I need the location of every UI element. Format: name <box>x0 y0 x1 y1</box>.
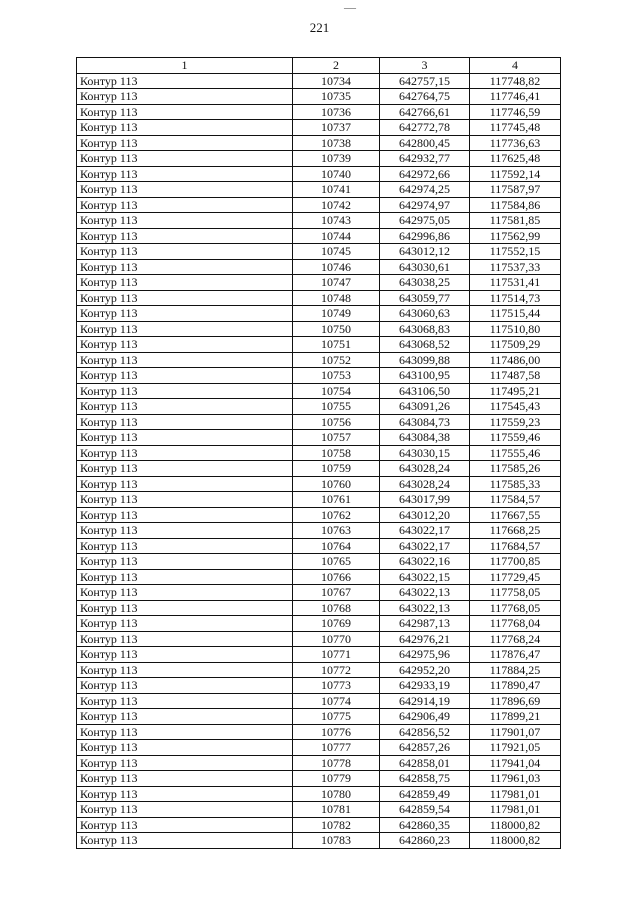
contour-name-cell: Контур 113 <box>77 73 293 89</box>
x-coordinate-cell: 642772,78 <box>380 120 470 136</box>
table-row <box>77 771 561 787</box>
y-coordinate-cell: 117700,85 <box>470 554 561 570</box>
contour-name-cell: Контур 113 <box>77 554 293 570</box>
table-row <box>77 802 561 818</box>
table-row <box>77 631 561 647</box>
point-number-cell: 10759 <box>293 461 380 477</box>
point-number-cell: 10777 <box>293 740 380 756</box>
y-coordinate-cell: 117899,21 <box>470 709 561 725</box>
contour-name-cell: Контур 113 <box>77 678 293 694</box>
x-coordinate-cell: 642974,25 <box>380 182 470 198</box>
x-coordinate-cell: 642906,49 <box>380 709 470 725</box>
x-coordinate-cell: 643100,95 <box>380 368 470 384</box>
point-number-cell: 10753 <box>293 368 380 384</box>
x-coordinate-cell: 642857,26 <box>380 740 470 756</box>
table-row <box>77 383 561 399</box>
point-number-cell: 10771 <box>293 647 380 663</box>
x-coordinate-cell: 642987,13 <box>380 616 470 632</box>
table-row <box>77 585 561 601</box>
header-col-1: 1 <box>77 58 293 74</box>
table-row <box>77 647 561 663</box>
contour-name-cell: Контур 113 <box>77 802 293 818</box>
x-coordinate-cell: 643038,25 <box>380 275 470 291</box>
table-row <box>77 554 561 570</box>
y-coordinate-cell: 117515,44 <box>470 306 561 322</box>
x-coordinate-cell: 642975,96 <box>380 647 470 663</box>
y-coordinate-cell: 117745,48 <box>470 120 561 136</box>
y-coordinate-cell: 117531,41 <box>470 275 561 291</box>
y-coordinate-cell: 117876,47 <box>470 647 561 663</box>
contour-name-cell: Контур 113 <box>77 383 293 399</box>
y-coordinate-cell: 117758,05 <box>470 585 561 601</box>
point-number-cell: 10770 <box>293 631 380 647</box>
y-coordinate-cell: 117748,82 <box>470 73 561 89</box>
x-coordinate-cell: 643106,50 <box>380 383 470 399</box>
header-col-2: 2 <box>293 58 380 74</box>
contour-name-cell: Контур 113 <box>77 476 293 492</box>
x-coordinate-cell: 642764,75 <box>380 89 470 105</box>
point-number-cell: 10741 <box>293 182 380 198</box>
contour-name-cell: Контур 113 <box>77 507 293 523</box>
table-row <box>77 833 561 849</box>
point-number-cell: 10782 <box>293 817 380 833</box>
table-row <box>77 693 561 709</box>
x-coordinate-cell: 642976,21 <box>380 631 470 647</box>
y-coordinate-cell: 117585,33 <box>470 476 561 492</box>
x-coordinate-cell: 643022,17 <box>380 523 470 539</box>
y-coordinate-cell: 117495,21 <box>470 383 561 399</box>
y-coordinate-cell: 117768,24 <box>470 631 561 647</box>
table-row <box>77 740 561 756</box>
contour-name-cell: Контур 113 <box>77 166 293 182</box>
contour-name-cell: Контур 113 <box>77 151 293 167</box>
y-coordinate-cell: 117890,47 <box>470 678 561 694</box>
point-number-cell: 10749 <box>293 306 380 322</box>
contour-name-cell: Контур 113 <box>77 275 293 291</box>
table-body <box>77 73 561 848</box>
x-coordinate-cell: 642800,45 <box>380 135 470 151</box>
x-coordinate-cell: 643084,38 <box>380 430 470 446</box>
table-row <box>77 151 561 167</box>
y-coordinate-cell: 117581,85 <box>470 213 561 229</box>
point-number-cell: 10762 <box>293 507 380 523</box>
x-coordinate-cell: 643028,24 <box>380 476 470 492</box>
y-coordinate-cell: 117559,46 <box>470 430 561 446</box>
y-coordinate-cell: 117901,07 <box>470 724 561 740</box>
contour-name-cell: Контур 113 <box>77 290 293 306</box>
table-row <box>77 461 561 477</box>
point-number-cell: 10764 <box>293 538 380 554</box>
point-number-cell: 10744 <box>293 228 380 244</box>
y-coordinate-cell: 117668,25 <box>470 523 561 539</box>
contour-name-cell: Контур 113 <box>77 461 293 477</box>
x-coordinate-cell: 643030,61 <box>380 259 470 275</box>
x-coordinate-cell: 642856,52 <box>380 724 470 740</box>
y-coordinate-cell: 117559,23 <box>470 414 561 430</box>
table-row <box>77 104 561 120</box>
contour-name-cell: Контур 113 <box>77 817 293 833</box>
table-row <box>77 817 561 833</box>
top-mark: — <box>344 0 356 14</box>
x-coordinate-cell: 642858,75 <box>380 771 470 787</box>
y-coordinate-cell: 117921,05 <box>470 740 561 756</box>
y-coordinate-cell: 117592,14 <box>470 166 561 182</box>
contour-name-cell: Контур 113 <box>77 352 293 368</box>
y-coordinate-cell: 117584,86 <box>470 197 561 213</box>
contour-name-cell: Контур 113 <box>77 135 293 151</box>
table-row <box>77 290 561 306</box>
point-number-cell: 10761 <box>293 492 380 508</box>
x-coordinate-cell: 642757,15 <box>380 73 470 89</box>
table-row <box>77 430 561 446</box>
point-number-cell: 10775 <box>293 709 380 725</box>
y-coordinate-cell: 117746,59 <box>470 104 561 120</box>
point-number-cell: 10766 <box>293 569 380 585</box>
contour-name-cell: Контур 113 <box>77 445 293 461</box>
table-row <box>77 368 561 384</box>
contour-name-cell: Контур 113 <box>77 600 293 616</box>
contour-name-cell: Контур 113 <box>77 755 293 771</box>
point-number-cell: 10783 <box>293 833 380 849</box>
point-number-cell: 10779 <box>293 771 380 787</box>
x-coordinate-cell: 642860,23 <box>380 833 470 849</box>
x-coordinate-cell: 642952,20 <box>380 662 470 678</box>
contour-name-cell: Контур 113 <box>77 786 293 802</box>
point-number-cell: 10781 <box>293 802 380 818</box>
y-coordinate-cell: 117587,97 <box>470 182 561 198</box>
point-number-cell: 10750 <box>293 321 380 337</box>
table-row <box>77 569 561 585</box>
x-coordinate-cell: 643059,77 <box>380 290 470 306</box>
point-number-cell: 10751 <box>293 337 380 353</box>
point-number-cell: 10747 <box>293 275 380 291</box>
x-coordinate-cell: 643060,63 <box>380 306 470 322</box>
contour-name-cell: Контур 113 <box>77 213 293 229</box>
table-row <box>77 616 561 632</box>
y-coordinate-cell: 117884,25 <box>470 662 561 678</box>
point-number-cell: 10739 <box>293 151 380 167</box>
y-coordinate-cell: 117584,57 <box>470 492 561 508</box>
table-row <box>77 492 561 508</box>
point-number-cell: 10735 <box>293 89 380 105</box>
contour-name-cell: Контур 113 <box>77 724 293 740</box>
contour-name-cell: Контур 113 <box>77 414 293 430</box>
y-coordinate-cell: 117625,48 <box>470 151 561 167</box>
table-row <box>77 89 561 105</box>
point-number-cell: 10776 <box>293 724 380 740</box>
y-coordinate-cell: 117981,01 <box>470 802 561 818</box>
y-coordinate-cell: 117514,73 <box>470 290 561 306</box>
point-number-cell: 10774 <box>293 693 380 709</box>
point-number-cell: 10780 <box>293 786 380 802</box>
y-coordinate-cell: 117537,33 <box>470 259 561 275</box>
contour-name-cell: Контур 113 <box>77 182 293 198</box>
x-coordinate-cell: 643030,15 <box>380 445 470 461</box>
x-coordinate-cell: 643068,83 <box>380 321 470 337</box>
x-coordinate-cell: 642972,66 <box>380 166 470 182</box>
contour-name-cell: Контур 113 <box>77 104 293 120</box>
point-number-cell: 10742 <box>293 197 380 213</box>
contour-name-cell: Контур 113 <box>77 771 293 787</box>
x-coordinate-cell: 643022,13 <box>380 585 470 601</box>
x-coordinate-cell: 643068,52 <box>380 337 470 353</box>
point-number-cell: 10748 <box>293 290 380 306</box>
header-row <box>77 58 561 74</box>
x-coordinate-cell: 643084,73 <box>380 414 470 430</box>
x-coordinate-cell: 643028,24 <box>380 461 470 477</box>
point-number-cell: 10743 <box>293 213 380 229</box>
y-coordinate-cell: 117684,57 <box>470 538 561 554</box>
y-coordinate-cell: 117768,04 <box>470 616 561 632</box>
table-row <box>77 724 561 740</box>
table-row <box>77 476 561 492</box>
x-coordinate-cell: 643012,20 <box>380 507 470 523</box>
point-number-cell: 10734 <box>293 73 380 89</box>
y-coordinate-cell: 117667,55 <box>470 507 561 523</box>
point-number-cell: 10752 <box>293 352 380 368</box>
contour-name-cell: Контур 113 <box>77 306 293 322</box>
contour-name-cell: Контур 113 <box>77 259 293 275</box>
point-number-cell: 10740 <box>293 166 380 182</box>
contour-name-cell: Контур 113 <box>77 538 293 554</box>
table-row <box>77 259 561 275</box>
contour-name-cell: Контур 113 <box>77 631 293 647</box>
table-row <box>77 182 561 198</box>
table-row <box>77 507 561 523</box>
y-coordinate-cell: 118000,82 <box>470 817 561 833</box>
contour-name-cell: Контур 113 <box>77 616 293 632</box>
point-number-cell: 10738 <box>293 135 380 151</box>
contour-name-cell: Контур 113 <box>77 662 293 678</box>
y-coordinate-cell: 117981,01 <box>470 786 561 802</box>
header-col-3: 3 <box>380 58 470 74</box>
table-row <box>77 352 561 368</box>
x-coordinate-cell: 642859,49 <box>380 786 470 802</box>
table-row <box>77 244 561 260</box>
point-number-cell: 10769 <box>293 616 380 632</box>
table-row <box>77 414 561 430</box>
point-number-cell: 10760 <box>293 476 380 492</box>
x-coordinate-cell: 643022,17 <box>380 538 470 554</box>
table-row <box>77 197 561 213</box>
table-row <box>77 306 561 322</box>
contour-name-cell: Контур 113 <box>77 228 293 244</box>
table-row <box>77 786 561 802</box>
x-coordinate-cell: 642766,61 <box>380 104 470 120</box>
table-row <box>77 538 561 554</box>
y-coordinate-cell: 117768,05 <box>470 600 561 616</box>
point-number-cell: 10772 <box>293 662 380 678</box>
y-coordinate-cell: 117555,46 <box>470 445 561 461</box>
coordinates-table <box>76 57 561 849</box>
point-number-cell: 10767 <box>293 585 380 601</box>
y-coordinate-cell: 117562,99 <box>470 228 561 244</box>
contour-name-cell: Контур 113 <box>77 321 293 337</box>
point-number-cell: 10773 <box>293 678 380 694</box>
y-coordinate-cell: 117509,29 <box>470 337 561 353</box>
table-row <box>77 662 561 678</box>
table-row <box>77 445 561 461</box>
y-coordinate-cell: 117746,41 <box>470 89 561 105</box>
table-row <box>77 166 561 182</box>
contour-name-cell: Контур 113 <box>77 492 293 508</box>
x-coordinate-cell: 642974,97 <box>380 197 470 213</box>
contour-name-cell: Контур 113 <box>77 647 293 663</box>
table-row <box>77 678 561 694</box>
table-row <box>77 135 561 151</box>
point-number-cell: 10758 <box>293 445 380 461</box>
x-coordinate-cell: 643022,15 <box>380 569 470 585</box>
contour-name-cell: Контур 113 <box>77 833 293 849</box>
contour-name-cell: Контур 113 <box>77 368 293 384</box>
point-number-cell: 10768 <box>293 600 380 616</box>
point-number-cell: 10737 <box>293 120 380 136</box>
x-coordinate-cell: 642996,86 <box>380 228 470 244</box>
y-coordinate-cell: 117545,43 <box>470 399 561 415</box>
table-row <box>77 321 561 337</box>
contour-name-cell: Контур 113 <box>77 337 293 353</box>
x-coordinate-cell: 643022,16 <box>380 554 470 570</box>
point-number-cell: 10754 <box>293 383 380 399</box>
x-coordinate-cell: 642859,54 <box>380 802 470 818</box>
x-coordinate-cell: 643017,99 <box>380 492 470 508</box>
table-row <box>77 755 561 771</box>
y-coordinate-cell: 117961,03 <box>470 771 561 787</box>
page-number: 221 <box>309 20 330 35</box>
contour-name-cell: Контур 113 <box>77 585 293 601</box>
table-row <box>77 399 561 415</box>
y-coordinate-cell: 117552,15 <box>470 244 561 260</box>
point-number-cell: 10746 <box>293 259 380 275</box>
x-coordinate-cell: 643091,26 <box>380 399 470 415</box>
x-coordinate-cell: 642933,19 <box>380 678 470 694</box>
contour-name-cell: Контур 113 <box>77 523 293 539</box>
point-number-cell: 10757 <box>293 430 380 446</box>
x-coordinate-cell: 642975,05 <box>380 213 470 229</box>
x-coordinate-cell: 642860,35 <box>380 817 470 833</box>
point-number-cell: 10745 <box>293 244 380 260</box>
contour-name-cell: Контур 113 <box>77 120 293 136</box>
x-coordinate-cell: 643012,12 <box>380 244 470 260</box>
table-row <box>77 337 561 353</box>
table-row <box>77 275 561 291</box>
contour-name-cell: Контур 113 <box>77 89 293 105</box>
y-coordinate-cell: 117896,69 <box>470 693 561 709</box>
table-row <box>77 709 561 725</box>
contour-name-cell: Контур 113 <box>77 399 293 415</box>
x-coordinate-cell: 643022,13 <box>380 600 470 616</box>
point-number-cell: 10755 <box>293 399 380 415</box>
contour-name-cell: Контур 113 <box>77 244 293 260</box>
contour-name-cell: Контур 113 <box>77 430 293 446</box>
contour-name-cell: Контур 113 <box>77 740 293 756</box>
header-col-4: 4 <box>470 58 561 74</box>
table-row <box>77 228 561 244</box>
y-coordinate-cell: 117486,00 <box>470 352 561 368</box>
y-coordinate-cell: 117585,26 <box>470 461 561 477</box>
contour-name-cell: Контур 113 <box>77 709 293 725</box>
table-row <box>77 600 561 616</box>
x-coordinate-cell: 642932,77 <box>380 151 470 167</box>
table-row <box>77 213 561 229</box>
table-row <box>77 73 561 89</box>
y-coordinate-cell: 117510,80 <box>470 321 561 337</box>
contour-name-cell: Контур 113 <box>77 693 293 709</box>
y-coordinate-cell: 117487,58 <box>470 368 561 384</box>
y-coordinate-cell: 117941,04 <box>470 755 561 771</box>
y-coordinate-cell: 117729,45 <box>470 569 561 585</box>
point-number-cell: 10736 <box>293 104 380 120</box>
point-number-cell: 10765 <box>293 554 380 570</box>
x-coordinate-cell: 642914,19 <box>380 693 470 709</box>
point-number-cell: 10778 <box>293 755 380 771</box>
x-coordinate-cell: 643099,88 <box>380 352 470 368</box>
table-row <box>77 120 561 136</box>
y-coordinate-cell: 117736,63 <box>470 135 561 151</box>
y-coordinate-cell: 118000,82 <box>470 833 561 849</box>
contour-name-cell: Контур 113 <box>77 197 293 213</box>
point-number-cell: 10756 <box>293 414 380 430</box>
contour-name-cell: Контур 113 <box>77 569 293 585</box>
table-row <box>77 523 561 539</box>
point-number-cell: 10763 <box>293 523 380 539</box>
x-coordinate-cell: 642858,01 <box>380 755 470 771</box>
